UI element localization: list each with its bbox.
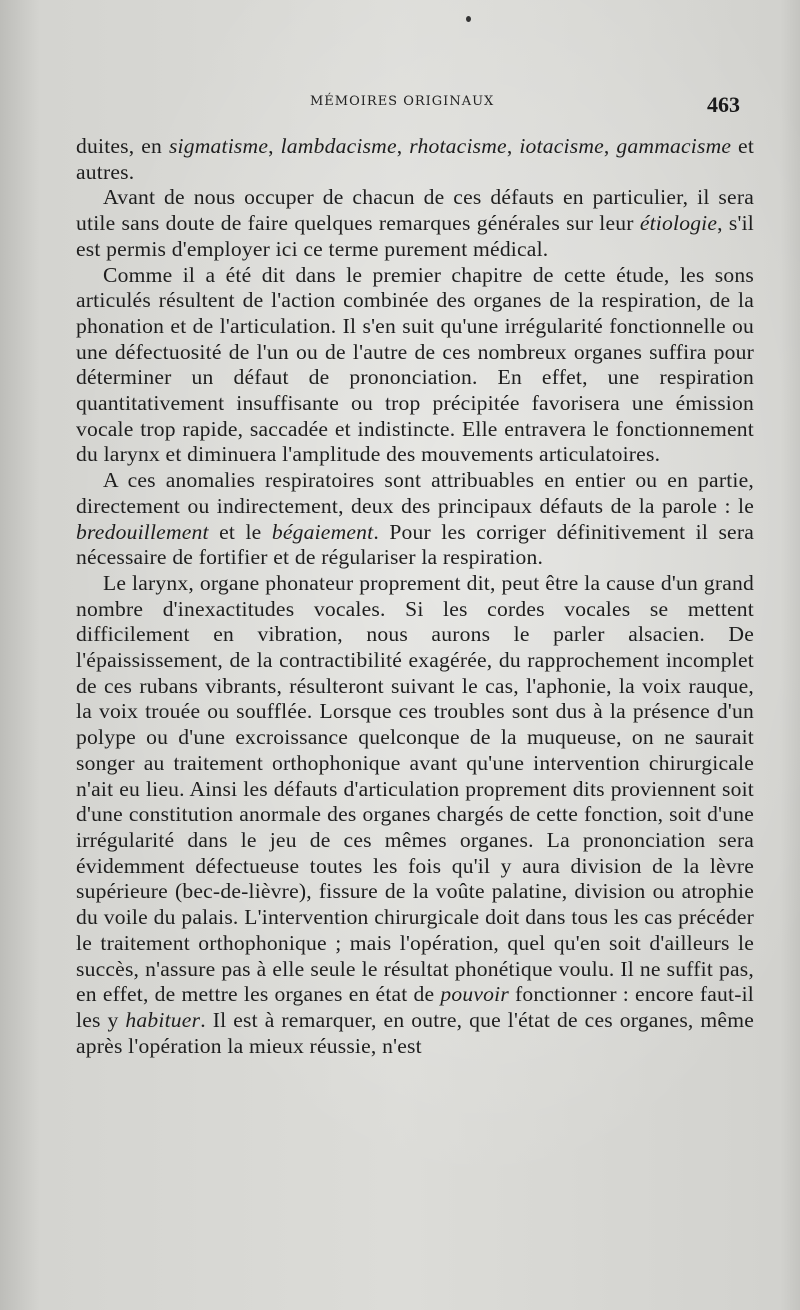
text-run: duites, en	[76, 134, 169, 158]
paragraph-4	[76, 468, 754, 571]
paragraph-1	[76, 134, 754, 185]
text-run: fonctionner : encore faut-il les y	[76, 982, 754, 1032]
text-run: Avant de nous occuper de chacun de ces défauts en particulier, il sera utile sans doute de faire quelques remarques générales sur leur	[76, 185, 754, 236]
emphasized-term: bredouillement	[76, 519, 209, 544]
text-run: et autres.	[76, 134, 755, 184]
emphasized-term: habituer	[125, 1007, 201, 1032]
text-run: Le larynx, organe phonateur proprement dit, peut être la cause d'un grand nombre d'inexactitudes vocales. Si les cordes vocales se mettent difficilement en vibration, nous aurons le parler alsacien. De l'épaississement, de la contractibilité exagérée, du rapprochement incomplet de ces rubans vibrants, résulteront suivant le cas, l'aphonie, la voix rauque, la voix trouée ou soufflée. Lorsque ces troubles sont dus à la présence d'un polype ou d'une excroissance quelconque de la muqueuse, on ne saurait songer au traitement orthophonique avant qu'une intervention chirurgicale n'ait eu lieu. Ainsi les défauts d'articulation proprement dits proviennent soit d'une constitution anormale des organes chargés de cette fonction, soit d'une irrégularité dans le jeu de ces mêmes organes. La prononciation sera évidemment défectueuse toutes les fois qu'il y aura division de la lèvre supérieure (bec-de-lièvre), fissure de la voûte palatine, division ou atrophie du voile du palais. L'intervention chirurgicale doit dans tous les cas précéder le traitement orthophonique ; mais l'opération, quel qu'en soit d'ailleurs le succès, n'assure pas à elle seule le résultat phonétique voulu. Il ne suffit pas, en effet, de mettre les organes en état de	[76, 570, 754, 1007]
text-run: ,	[396, 134, 410, 158]
paragraph-5	[76, 571, 754, 1059]
text-run: ,	[268, 134, 281, 158]
text-run: ,	[506, 134, 520, 158]
text-run: , s'il est permis d'employer ici ce terme purement médical.	[76, 211, 754, 261]
text-run: A ces anomalies respiratoires sont attribuables en entier ou en partie, directement ou indirectement, deux des principaux défauts de la parole : le	[76, 468, 754, 518]
running-title: MÉMOIRES ORIGINAUX	[310, 94, 495, 109]
text-run: ,	[603, 134, 617, 158]
emphasized-term: rhotacisme	[409, 134, 507, 158]
emphasized-term: gammacisme	[616, 134, 732, 158]
paragraph-2	[76, 185, 754, 262]
paragraph-3	[76, 263, 754, 469]
body-text	[76, 134, 754, 1059]
emphasized-term: lambdacisme	[280, 134, 397, 158]
running-head	[0, 92, 800, 116]
text-run: Comme il a été dit dans le premier chapitre de cette étude, les sons articulés résultent de l'action combinée des organes de la respiration, de la phonation et de l'articulation. Il s'en suit qu'une irrégularité fonctionnelle ou une défectuosité de l'un ou de l'autre de ces nombreux organes suffira pour déterminer un défaut de prononciation. En effet, une respiration quantitativement insuffisante ou trop précipitée favorisera une émission vocale trop rapide, saccadée et indistincte. Elle entravera le fonctionnement du larynx et diminuera l'amplitude des mouvements articulatoires.	[76, 262, 754, 467]
emphasized-term: pouvoir	[440, 982, 509, 1007]
emphasized-term: iotacisme	[519, 134, 604, 158]
print-speck	[466, 16, 471, 22]
text-run: . Pour les corriger définitivement il sera nécessaire de fortifier et de régulariser la respiration.	[76, 519, 755, 570]
text-run: . Il est à remarquer, en outre, que l'état de ces organes, même après l'opération la mieux réussie, n'est	[76, 1007, 754, 1058]
emphasized-term: sigmatisme	[168, 134, 269, 158]
emphasized-term: étiologie	[639, 211, 718, 236]
page-number: 463	[707, 92, 740, 117]
text-run: et le	[208, 519, 272, 544]
emphasized-term: bégaiement	[271, 519, 374, 544]
